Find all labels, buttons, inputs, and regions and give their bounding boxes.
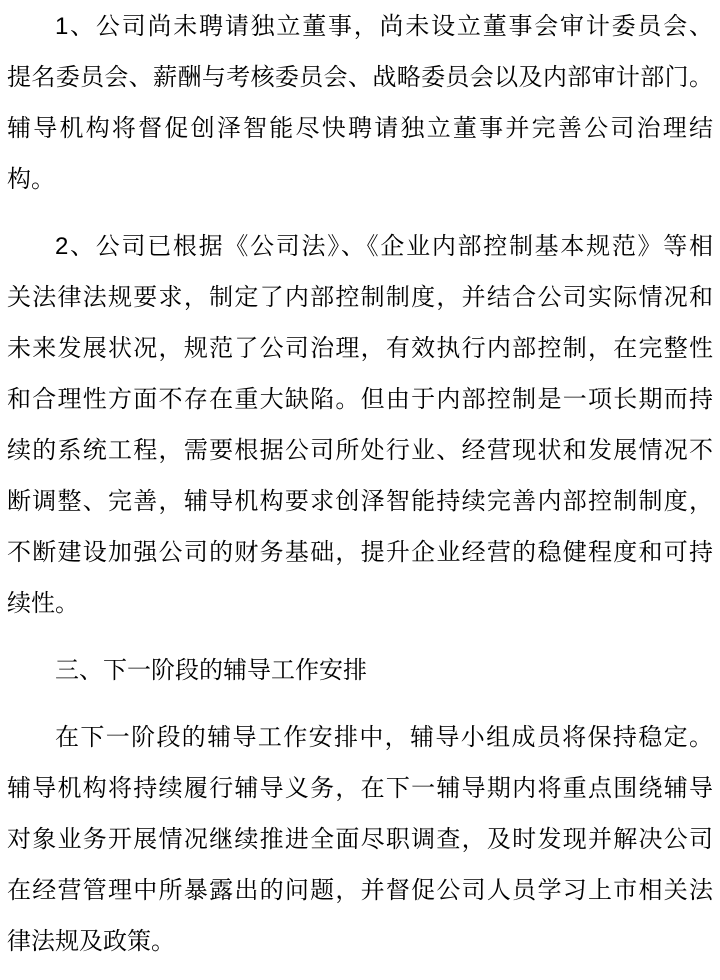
text-line: 1、公司尚未聘请独立董事，尚未设立董事会审计委员会、 <box>55 13 713 40</box>
text-line: 在经营管理中所暴露出的问题，并督促公司人员学习上市相关法 <box>7 877 713 904</box>
text-line: 构。 <box>7 166 55 193</box>
text-line: 辅导机构将督促创泽智能尽快聘请独立董事并完善公司治理结 <box>7 115 713 142</box>
section-heading: 三、下一阶段的辅导工作安排 <box>55 657 367 684</box>
text-line: 关法律法规要求，制定了内部控制制度，并结合公司实际情况和 <box>7 284 713 311</box>
text-line: 辅导机构将持续履行辅导义务，在下一辅导期内将重点围绕辅导 <box>7 775 713 802</box>
paragraph-next-stage-plan <box>7 712 713 967</box>
text-line: 续性。 <box>7 590 79 617</box>
text-line: 对象业务开展情况继续推进全面尽职调查，及时发现并解决公司 <box>7 826 713 853</box>
text-line: 和合理性方面不存在重大缺陷。但由于内部控制是一项长期而持 <box>7 386 713 413</box>
paragraph-item-2-internal-control <box>7 221 713 629</box>
text-line: 2、公司已根据《公司法》、《企业内部控制基本规范》等相 <box>55 233 713 260</box>
text-line: 律法规及政策。 <box>7 928 175 955</box>
text-line: 断调整、完善，辅导机构要求创泽智能持续完善内部控制制度， <box>7 488 713 515</box>
text-line: 未来发展状况，规范了公司治理，有效执行内部控制，在完整性 <box>7 335 713 362</box>
text-line: 在下一阶段的辅导工作安排中，辅导小组成员将保持稳定。 <box>55 724 713 751</box>
text-line: 提名委员会、薪酬与考核委员会、战略委员会以及内部审计部门。 <box>7 64 713 91</box>
paragraph-item-1-governance <box>7 1 713 205</box>
text-line: 续的系统工程，需要根据公司所处行业、经营现状和发展情况不 <box>7 437 713 464</box>
text-line: 不断建设加强公司的财务基础，提升企业经营的稳健程度和可持 <box>7 539 713 566</box>
